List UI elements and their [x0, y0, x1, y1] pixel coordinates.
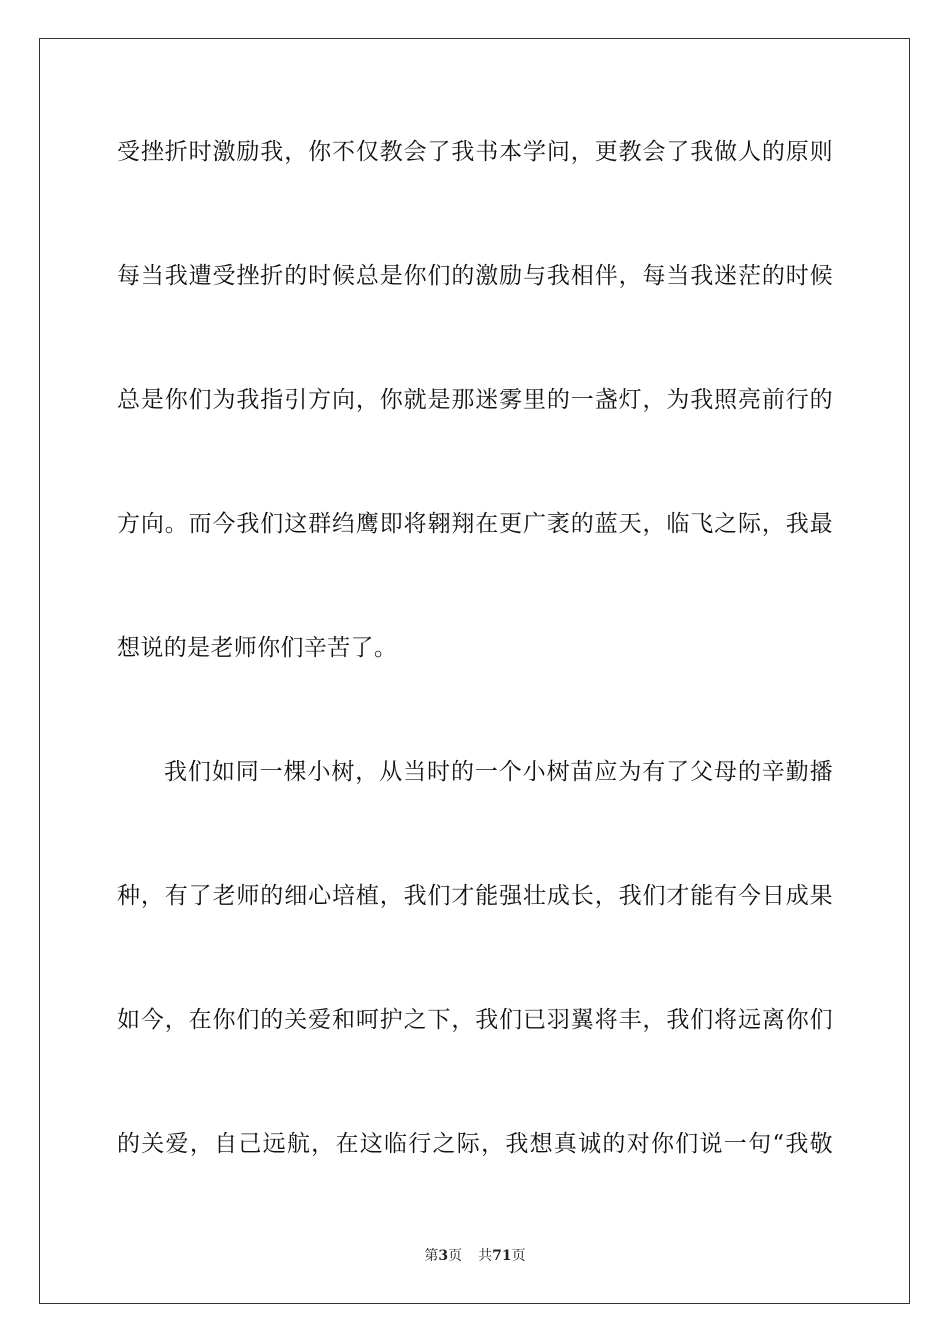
- page-suffix: 页: [448, 1248, 463, 1264]
- paragraph-line-3: 总是你们为我指引方向，你就是那迷雾里的一盏灯，为我照亮前行的: [117, 387, 833, 413]
- paragraph-line-9: 的关爱，自己远航，在这临行之际，我想真诚的对你们说一句“我敬: [117, 1131, 833, 1157]
- paragraph-line-7: 种，有了老师的细心培植，我们才能强壮成长，我们才能有今日成果: [117, 883, 833, 909]
- paragraph-line-1: 受挫折时激励我，你不仅教会了我书本学问，更教会了我做人的原则: [117, 139, 833, 165]
- page-prefix: 第: [424, 1248, 439, 1264]
- total-suffix: 页: [511, 1248, 526, 1264]
- page-border: [39, 38, 910, 1304]
- total-prefix: 共: [478, 1248, 493, 1264]
- paragraph-line-5: 想说的是老师你们辛苦了。: [117, 635, 398, 661]
- paragraph-line-2: 每当我遭受挫折的时候总是你们的激励与我相伴，每当我迷茫的时候: [117, 263, 833, 289]
- paragraph-line-8: 如今，在你们的关爱和呵护之下，我们已羽翼将丰，我们将远离你们: [117, 1007, 833, 1033]
- paragraph-line-4: 方向。而今我们这群绉鹰即将翱翔在更广袤的蓝天，临飞之际，我最: [117, 511, 833, 537]
- page-footer: [0, 1247, 950, 1265]
- current-page-number: 3: [438, 1248, 449, 1264]
- total-page-count: 71: [492, 1248, 512, 1264]
- paragraph-line-6: 我们如同一棵小树，从当时的一个小树苗应为有了父母的辛勤播: [164, 759, 833, 785]
